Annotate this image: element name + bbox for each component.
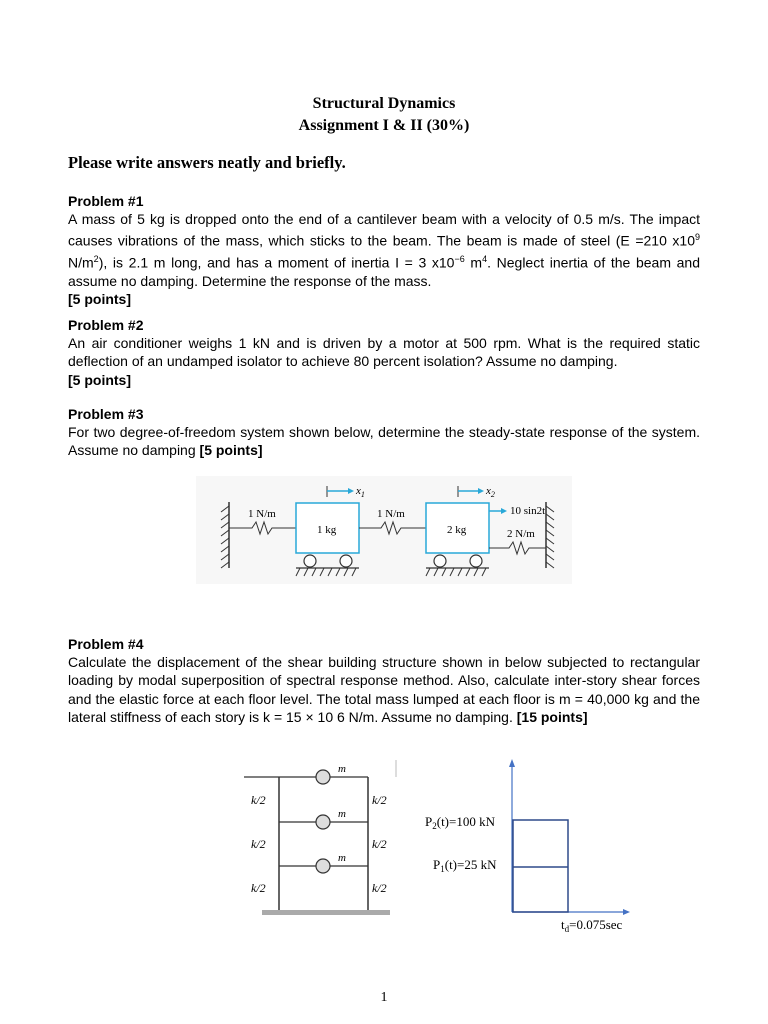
stiffness-label: k/2 [251,837,266,851]
problem-1-heading: Problem #1 [68,193,144,209]
problem-1-points: [5 points] [68,291,131,308]
problem-4-heading: Problem #4 [68,636,144,652]
shear-building-figure [244,756,404,918]
mass-label: m [338,808,346,820]
x1-label: $x_1$ [356,485,365,499]
problem-4-points: [15 points] [516,708,588,725]
problem-3 [68,405,700,460]
stiffness-label: k/2 [372,837,387,851]
wheel [304,555,316,567]
wheel [434,555,446,567]
mass-3 [316,770,330,784]
problem-3-points: [5 points] [199,442,263,459]
spring-2-label: 1 N/m [377,508,405,520]
problem-2-heading: Problem #2 [68,317,144,333]
mass-label: m [338,852,346,864]
force-label: 10 sin2t [510,505,546,517]
stiffness-label: k/2 [251,881,266,895]
p2-label: $P_2(t)=100$ kN [425,814,495,831]
wheel [340,555,352,567]
document-title: Structural Dynamics [312,95,456,112]
spring-1-label: 1 N/m [248,508,276,520]
problem-4 [68,635,700,726]
stiffness-label: k/2 [372,881,387,895]
wheel [470,555,482,567]
page-number: 1 [380,990,388,1005]
stiffness-label: k/2 [372,793,387,807]
problem-2 [68,316,700,389]
problem-1-text: A mass of 5 kg is dropped onto the end of a cantilever beam with a velocity of 0.5 m/s. The impact causes vibrations of the mass, which sticks to the beam. The beam is made of steel (E =210 $x10^9$ $N/m^2$), is 2.1 m long, and has a moment of inertia I = 3 $x10^{-6}$ $m^4$. Neglect inertia of the beam and assume no damping. Determine the response of the mass. [68,211,701,290]
problem-2-text: An air conditioner weighs 1 kN and is driven by a motor at 500 rpm. What is the required static deflection of an undamped isolator to achieve 80 percent isolation? Assume no damping. [68,335,700,370]
problem-4-text: Calculate the displacement of the shear building structure shown in below subjected to rectangular loading by modal superposition of spectral response method. Also, calculate inter-story shear forces and the elastic force at each floor level. The total mass lumped at each floor is m = 40,000 kg and the lateral stiffness of each story is k = 15 × 10 6 N/m. Assume no damping. [15 points] [68,654,700,725]
mass-label: m [338,763,346,775]
mass-2-label: 2 kg [447,524,467,536]
stiffness-label: k/2 [251,793,266,807]
load-p2-block [513,820,568,912]
problem-2-points: [5 points] [68,371,131,388]
problem-3-heading: Problem #3 [68,406,144,422]
document-subtitle: Assignment I & II (30%) [298,117,470,134]
p1-label: $P_1(t)=25$ kN [433,857,497,874]
mass-2 [316,815,330,829]
x2-label: $x_2$ [486,485,495,499]
problem-1 [68,192,700,309]
mass-1 [316,859,330,873]
spring-3-label: 2 N/m [507,528,535,540]
instruction-text: Please write answers neatly and briefly. [68,153,346,172]
td-label: $t_d=0.075\sec$ [561,917,623,934]
problem-3-text: For two degree-of-freedom system shown below, determine the steady-state response of the system. Assume no damping [5 points] [68,424,700,459]
load-figure [420,756,640,938]
ground [262,910,390,915]
mass-1-label: 1 kg [317,524,337,536]
two-dof-figure [196,476,572,584]
